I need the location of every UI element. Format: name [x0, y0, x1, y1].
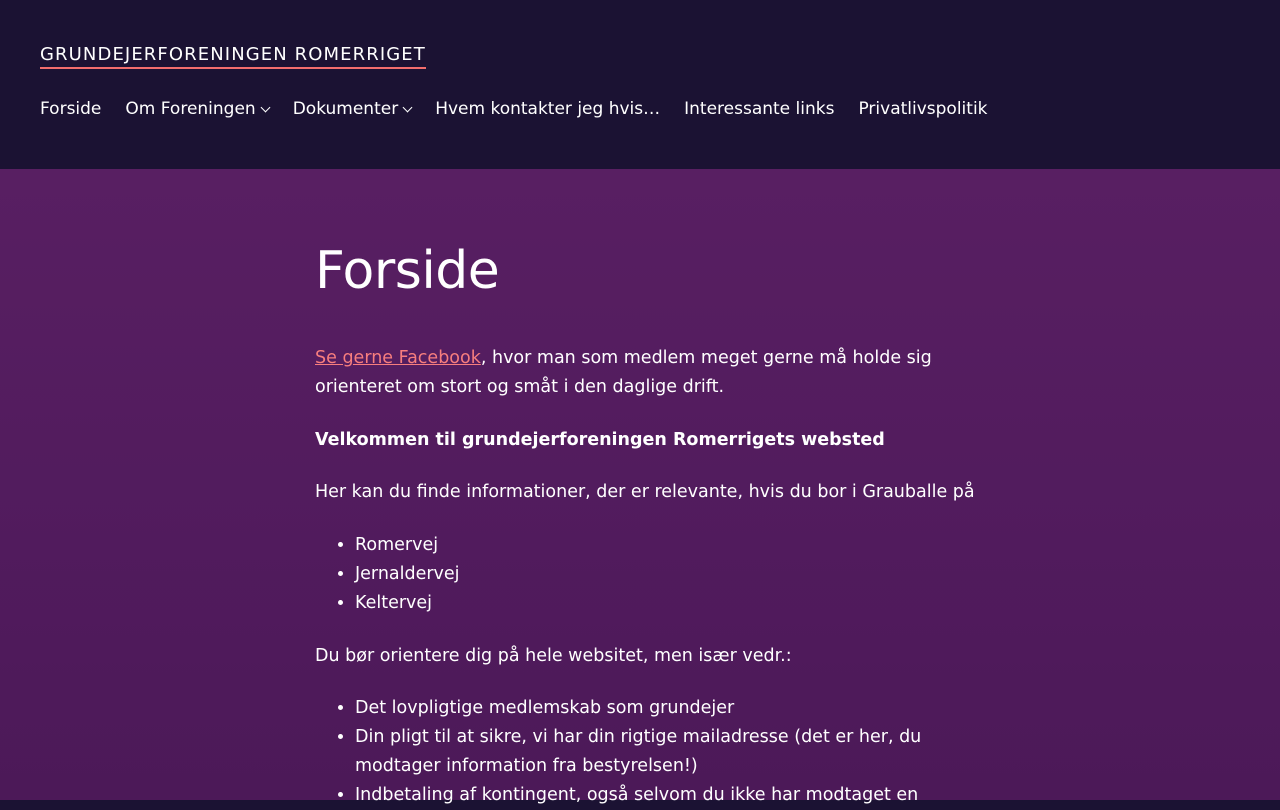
chevron-down-icon[interactable]: [403, 102, 413, 112]
chevron-down-icon[interactable]: [260, 102, 270, 112]
list-item: • Det lovpligtige medlemskab som grundejer: [355, 694, 975, 723]
nav-item-label: Interessante links: [684, 99, 835, 119]
intro-text: , hvor man som medlem meget gerne må holde sig orienteret om stort og småt i den daglige drift.: [315, 348, 932, 397]
list-item: • Din pligt til at sikre, vi har din rigtige mailadresse (det er her, du modtager information fra bestyrelsen!): [355, 723, 975, 781]
facebook-link[interactable]: Se gerne Facebook: [315, 348, 481, 368]
nav-item-label: Dokumenter: [292, 99, 399, 119]
list-item: • Indbetaling af kontingent, også selvom du ikke har modtaget en: [355, 781, 975, 810]
page-title: Forside: [315, 241, 500, 301]
welcome-text: Velkommen til grundejerforeningen Romerrigets websted: [315, 430, 885, 450]
welcome-heading: [315, 426, 975, 455]
nav-item-hvem-kontakter[interactable]: [435, 97, 660, 121]
main-content: [0, 169, 1280, 805]
nav-item-label: Forside: [40, 99, 102, 119]
list-item: • Jernaldervej: [355, 560, 975, 589]
nav-item-label: Privatlivspolitik: [858, 99, 988, 119]
list-item: • Keltervej: [355, 589, 975, 618]
nav-item-forside[interactable]: [40, 97, 101, 121]
site-title-link[interactable]: GRUNDEJERFORENINGEN ROMERRIGET: [40, 44, 426, 69]
info-paragraph: Her kan du finde informationer, der er relevante, hvis du bor i Grauballe på: [315, 482, 975, 502]
nav-item-label: Hvem kontakter jeg hvis…: [435, 99, 661, 119]
nav-item-label: Om Foreningen: [125, 99, 256, 119]
orient-paragraph: Du bør orientere dig på hele websitet, men især vedr.:: [315, 646, 792, 666]
nav-item-interessante-links[interactable]: [684, 97, 834, 121]
main-navigation: [40, 97, 1012, 121]
roads-list: [315, 531, 975, 618]
topics-list: [315, 694, 975, 810]
site-header: [0, 0, 1280, 169]
intro-paragraph: [315, 344, 975, 402]
nav-item-privatlivspolitik[interactable]: [858, 97, 987, 121]
nav-item-om-foreningen[interactable]: [125, 97, 268, 121]
nav-item-dokumenter[interactable]: [293, 97, 412, 121]
list-item: • Romervej: [355, 531, 975, 560]
